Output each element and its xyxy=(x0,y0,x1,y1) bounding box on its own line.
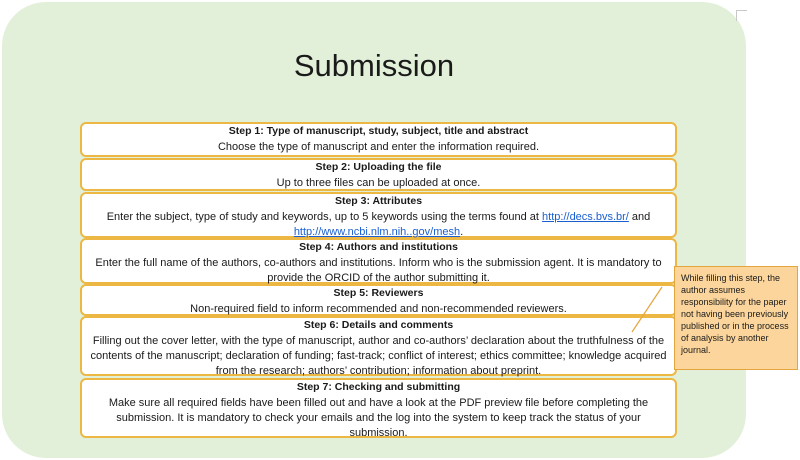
step-3-body-suffix: . xyxy=(460,226,464,238)
step-3-body-mid: and xyxy=(628,211,651,223)
step-4-box xyxy=(80,238,677,284)
step-1-body: Choose the type of manuscript and enter the information required. xyxy=(217,141,540,153)
step-1-title: Step 1: Type of manuscript, study, subject, title and abstract xyxy=(228,125,529,137)
step-3-title: Step 3: Attributes xyxy=(334,195,423,207)
step-2-title: Step 2: Uploading the file xyxy=(315,161,442,173)
decs-link[interactable]: http://decs.bvs.br/ xyxy=(542,211,629,223)
step-6-box xyxy=(80,316,677,376)
step-2-box xyxy=(80,158,677,191)
step-7-title: Step 7: Checking and submitting xyxy=(296,381,461,393)
step-5-body: Non-required field to inform recommended and non-recommended reviewers. xyxy=(190,303,567,315)
responsibility-callout: While filling this step, the author assumes responsibility for the paper not having been previously published or in the process of analysis by another journal. xyxy=(674,266,798,370)
step-3-body-prefix: Enter the subject, type of study and keywords, up to 5 keywords using the terms found at xyxy=(106,211,543,223)
step-6-title: Step 6: Details and comments xyxy=(303,319,454,331)
step-7-box xyxy=(80,378,677,438)
step-5-title: Step 5: Reviewers xyxy=(333,287,424,299)
mesh-link[interactable]: http://www.ncbi.nlm.nih..gov/mesh xyxy=(293,226,461,238)
step-6-body: Filling out the cover letter, with the type of manuscript, author and co-authors’ declaration about the truthfulness of the contents of the manuscript; declaration of funding; fast-track; conflict of interest; ethics committee; knowledge acquired from the research; authors’ contribution; information about preprint. xyxy=(90,335,667,377)
page-title: Submission xyxy=(293,48,455,83)
step-7-body: Make sure all required fields have been filled out and have a look at the PDF preview file before completing the submission. It is mandatory to check your emails and the log into the system to keep track the status of your submission. xyxy=(108,397,649,439)
step-3-box xyxy=(80,192,677,238)
corner-mark xyxy=(736,10,747,21)
step-2-body: Up to three files can be uploaded at once. xyxy=(276,177,481,189)
step-4-title: Step 4: Authors and institutions xyxy=(299,241,458,253)
step-5-box xyxy=(80,284,677,316)
step-1-box xyxy=(80,122,677,157)
step-3-body xyxy=(88,210,669,240)
step-4-body: Enter the full name of the authors, co-authors and institutions. Inform who is the submission agent. It is mandatory to provide the ORCID of the author submitting it. xyxy=(95,257,662,284)
